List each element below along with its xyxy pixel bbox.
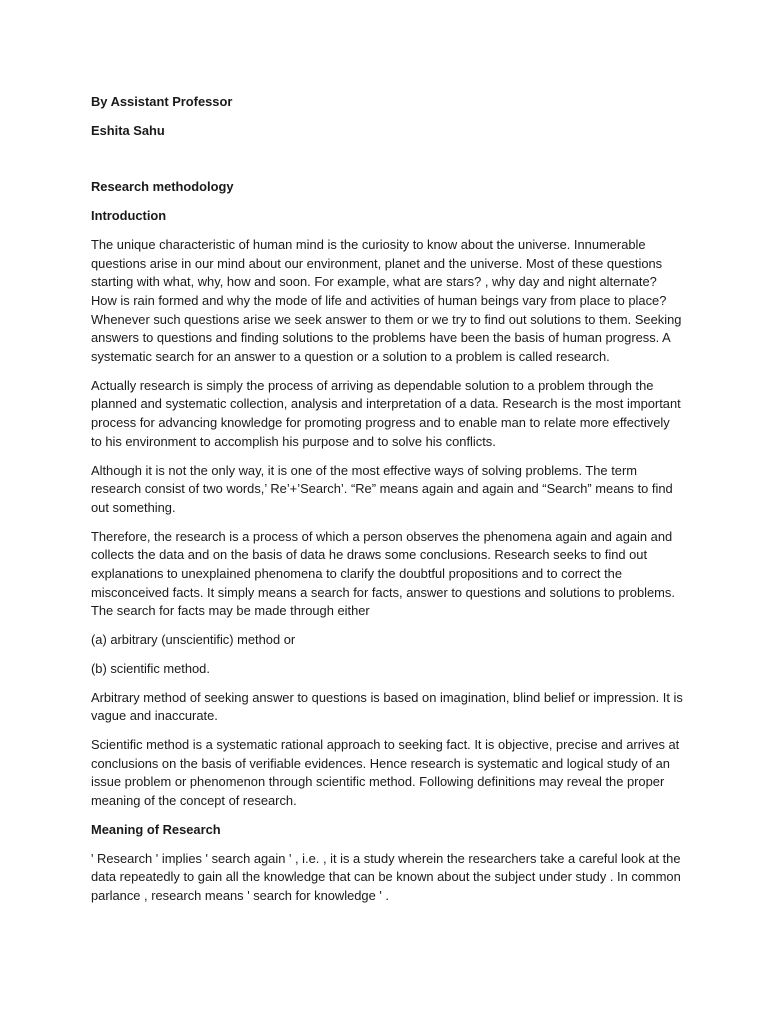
section-heading-meaning: Meaning of Research: [91, 821, 221, 837]
paragraph: Actually research is simply the process of arriving as dependable solution to a problem through the planned and systematic collection, analysis and interpretation of a data. Research is the most important process for advancing knowledge for promoting progress and to enable man to relate more effectively to his environment to accomplish his purpose and to solve his conflicts.: [91, 377, 681, 449]
paragraph-meaning: ' Research ' implies ' search again ' , i.e. , it is a study wherein the researchers take a careful look at the data repeatedly to gain all the knowledge that can be known about the subject under study . In common parlance , research means ' search for knowledge ' .: [91, 850, 681, 903]
list-item-arbitrary-method: (a) arbitrary (unscientific) method or: [91, 632, 296, 648]
paragraph: Therefore, the research is a process of which a person observes the phenomena again and again and collects the data and on the basis of data he draws some conclusions. Research seeks to find out explanations to unexplained phenomena to clarify the doubtful propositions and to correct the misconceived facts. It simply means a search for facts, answer to questions and solutions to problems. The search for facts may be made through either: [91, 528, 675, 619]
paragraph: Scientific method is a systematic rational approach to seeking fact. It is objective, precise and arrives at conclusions on the basis of verifiable evidences. Hence research is systematic and logical study of an issue problem or phenomenon through scientific method. Following definitions may reveal the proper meaning of the concept of research.: [91, 736, 680, 809]
list-item-scientific-method: (b) scientific method.: [91, 660, 210, 676]
paragraph: The unique characteristic of human mind is the curiosity to know about the universe. Innumerable questions arise in our mind about our environment, planet and the universe. Most of these questions starting with what, why, how and soon. For example, what are stars? , why day and night alternate? How is rain formed and why the mode of life and activities of human beings vary from place to place? Whenever such questions arise we seek answer to them or we try to find out solutions to them. Seeking answers to questions and finding solutions to the problems have been the basis of human progress. A systematic search for an answer to a question or a solution to a problem is called research.: [91, 236, 682, 365]
author-name: Eshita Sahu: [91, 122, 165, 138]
document-title: Research methodology: [91, 179, 234, 195]
author-role: By Assistant Professor: [91, 94, 233, 109]
paragraph: Arbitrary method of seeking answer to questions is based on imagination, blind belief or impression. It is vague and inaccurate.: [91, 689, 683, 724]
paragraph: Although it is not the only way, it is one of the most effective ways of solving problems. The term research consist of two words,’ Re’+’Search’. “Re” means again and again and “Search” means to find out something.: [91, 462, 673, 515]
section-heading-introduction: Introduction: [91, 208, 167, 224]
